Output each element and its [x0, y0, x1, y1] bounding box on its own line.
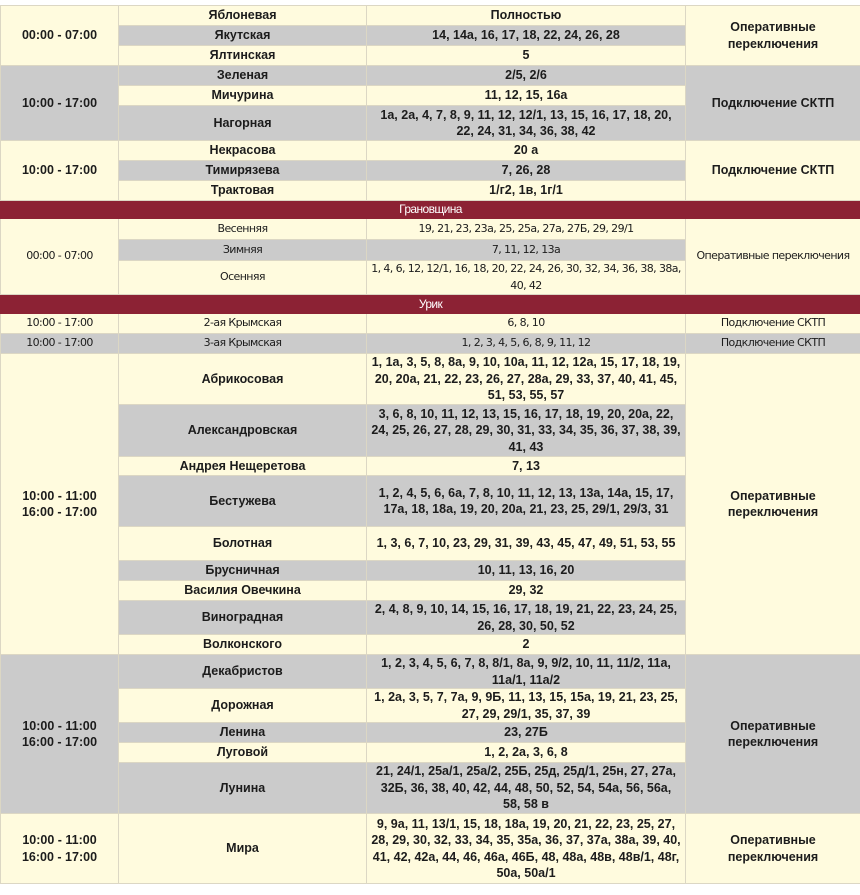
time-range-2: 16:00 - 17:00: [21, 849, 98, 864]
street-cell: Весенняя: [119, 219, 367, 240]
houses-cell: 1, 2а, 3, 5, 7, 7а, 9, 9Б, 11, 13, 15, 15а, 19, 21, 23, 25, 27, 29, 29/1, 35, 37, 39: [367, 689, 686, 723]
houses-cell: 9, 9а, 11, 13/1, 15, 18, 18а, 19, 20, 21, 22, 23, 25, 27, 28, 29, 30, 32, 33, 34, 35, 35а, 36, 37, 37а, 38а, 39, 40, 41, 42, 42а, 44, 46, 46а, 46Б, 48, 48а, 48в, 48в/1, 48г, 50а, 50а/1: [367, 814, 686, 884]
houses-cell: 2, 4, 8, 9, 10, 14, 15, 16, 17, 18, 19, 21, 22, 23, 24, 25, 26, 28, 30, 50, 52: [367, 601, 686, 635]
time-range-1: 10:00 - 11:00: [22, 718, 97, 733]
time-cell: 10:00 - 17:00: [1, 334, 119, 354]
street-cell: Болотная: [119, 527, 367, 561]
time-range-2: 16:00 - 17:00: [21, 505, 98, 519]
houses-cell: 1, 2, 2а, 3, 6, 8: [367, 743, 686, 763]
street-cell: Зеленая: [119, 66, 367, 86]
street-cell: Александровская: [119, 405, 367, 457]
time-cell: 10:00 - 17:00: [1, 314, 119, 334]
houses-cell: 29, 32: [367, 581, 686, 601]
street-cell: Трактовая: [119, 181, 367, 201]
street-cell: Яблоневая: [119, 6, 367, 26]
houses-cell: 3, 6, 8, 10, 11, 12, 13, 15, 16, 17, 18, 19, 20, 20а, 22, 24, 25, 26, 27, 28, 29, 30, 31, 33, 34, 35, 36, 37, 38, 39, 41, 43: [367, 405, 686, 457]
work-type-cell: Подключение СКТП: [686, 334, 860, 354]
street-cell: Якутская: [119, 26, 367, 46]
street-cell: Волконского: [119, 635, 367, 655]
time-cell: 10:00 - 17:00: [1, 66, 119, 141]
table-row: [1, 219, 860, 240]
street-cell: Василия Овечкина: [119, 581, 367, 601]
time-cell: [1, 354, 119, 655]
houses-cell: 19, 21, 23, 23а, 25, 25а, 27а, 27Б, 29, 29/1: [367, 219, 686, 240]
houses-cell: 1, 2, 3, 4, 5, 6, 8, 9, 11, 12: [367, 334, 686, 354]
street-cell: Нагорная: [119, 106, 367, 141]
houses-cell: 14, 14а, 16, 17, 18, 22, 24, 26, 28: [367, 26, 686, 46]
street-cell: Абрикосовая: [119, 354, 367, 405]
table-row: [1, 334, 860, 354]
table-row: [1, 141, 860, 161]
street-cell: Зимняя: [119, 240, 367, 261]
time-cell: 00:00 - 07:00: [1, 6, 119, 66]
street-cell: Лунина: [119, 763, 367, 814]
street-cell: Бестужева: [119, 476, 367, 527]
houses-cell: 10, 11, 13, 16, 20: [367, 561, 686, 581]
houses-cell: 7, 26, 28: [367, 161, 686, 181]
table-row: [1, 655, 860, 689]
time-cell: [1, 655, 119, 814]
outage-schedule-table: [0, 5, 860, 884]
time-range-1: 10:00 - 11:00: [22, 488, 97, 503]
houses-cell: 20 а: [367, 141, 686, 161]
houses-cell: 21, 24/1, 25а/1, 25а/2, 25Б, 25д, 25д/1, 25н, 27, 27а, 32Б, 36, 38, 40, 42, 44, 48, 50, 52, 54, 54а, 56, 56а, 58, 58 в: [367, 763, 686, 814]
street-cell: Ленина: [119, 723, 367, 743]
street-cell: Некрасова: [119, 141, 367, 161]
houses-cell: 1/г2, 1в, 1г/1: [367, 181, 686, 201]
section-title-urik: Урик: [1, 295, 860, 314]
houses-cell: 1, 2, 4, 5, 6, 6а, 7, 8, 10, 11, 12, 13, 13а, 14а, 15, 17, 17а, 18, 18а, 19, 20, 20а, 21, 23, 25, 29/1, 29/3, 31: [367, 476, 686, 527]
work-type-cell: Подключение СКТП: [686, 141, 860, 201]
street-cell: Мичурина: [119, 86, 367, 106]
houses-cell: 1, 4, 6, 12, 12/1, 16, 18, 20, 22, 24, 26, 30, 32, 34, 36, 38, 38а, 40, 42: [367, 261, 686, 295]
street-cell: 3-ая Крымская: [119, 334, 367, 354]
table-row: [1, 66, 860, 86]
houses-cell: 1а, 2а, 4, 7, 8, 9, 11, 12, 12/1, 13, 15, 16, 17, 18, 20, 22, 24, 31, 34, 36, 38, 42: [367, 106, 686, 141]
houses-cell: 7, 13: [367, 457, 686, 476]
street-cell: Брусничная: [119, 561, 367, 581]
street-cell: Виноградная: [119, 601, 367, 635]
street-cell: Тимирязева: [119, 161, 367, 181]
work-type-cell: Оперативные переключения: [686, 354, 860, 655]
street-cell: Луговой: [119, 743, 367, 763]
table-row: [1, 354, 860, 405]
street-cell: 2-ая Крымская: [119, 314, 367, 334]
houses-cell: 1, 2, 3, 4, 5, 6, 7, 8, 8/1, 8а, 9, 9/2, 10, 11, 11/2, 11а, 11а/1, 11а/2: [367, 655, 686, 689]
table-row: [1, 314, 860, 334]
work-type-cell: Оперативные переключения: [686, 814, 860, 884]
work-type-cell: Оперативные переключения: [686, 219, 860, 295]
time-cell: [1, 814, 119, 884]
section-title-granovshchina: Грановщина: [1, 201, 860, 219]
section-header-row: [1, 295, 860, 314]
work-type-cell: Подключение СКТП: [686, 66, 860, 141]
work-type-cell: Оперативные переключения: [686, 6, 860, 66]
houses-cell: 1, 3, 6, 7, 10, 23, 29, 31, 39, 43, 45, 47, 49, 51, 53, 55: [367, 527, 686, 561]
section-header-row: [1, 201, 860, 219]
street-cell: Мира: [119, 814, 367, 884]
work-type-cell: Оперативные переключения: [686, 655, 860, 814]
time-cell: 00:00 - 07:00: [1, 219, 119, 295]
time-cell: 10:00 - 17:00: [1, 141, 119, 201]
table-row: [1, 6, 860, 26]
street-cell: Андрея Нещеретова: [119, 457, 367, 476]
time-range-2: 16:00 - 17:00: [21, 735, 98, 749]
houses-cell: 1, 1а, 3, 5, 8, 8а, 9, 10, 10а, 11, 12, 12а, 15, 17, 18, 19, 20, 20а, 21, 22, 23, 26, 27, 28а, 29, 33, 37, 40, 41, 45, 51, 53, 55, 57: [367, 354, 686, 405]
houses-cell: 5: [367, 46, 686, 66]
houses-cell: 11, 12, 15, 16а: [367, 86, 686, 106]
houses-cell: Полностью: [367, 6, 686, 26]
work-type-cell: Подключение СКТП: [686, 314, 860, 334]
houses-cell: 6, 8, 10: [367, 314, 686, 334]
street-cell: Декабристов: [119, 655, 367, 689]
street-cell: Ялтинская: [119, 46, 367, 66]
time-range-1: 10:00 - 11:00: [22, 833, 97, 847]
houses-cell: 2/5, 2/6: [367, 66, 686, 86]
street-cell: Дорожная: [119, 689, 367, 723]
street-cell: Осенняя: [119, 261, 367, 295]
houses-cell: 2: [367, 635, 686, 655]
houses-cell: 23, 27Б: [367, 723, 686, 743]
table-row: [1, 814, 860, 884]
houses-cell: 7, 11, 12, 13а: [367, 240, 686, 261]
